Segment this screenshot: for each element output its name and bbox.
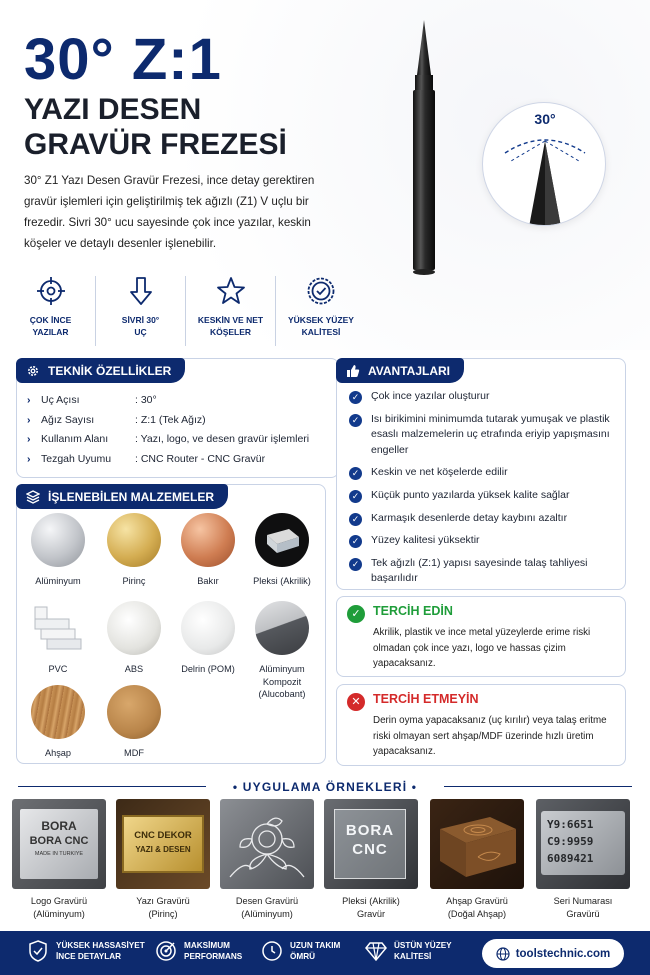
avoid-title: TERCİH ETMEYİN — [373, 692, 479, 706]
shield-check-icon — [26, 939, 50, 963]
floral-pattern-icon — [220, 799, 314, 889]
list-item: ✓ Keskin ve net köşelerde edilir — [349, 465, 621, 481]
example-image: BORA CNC — [324, 799, 418, 889]
page-subtitle — [24, 92, 354, 162]
avoid-text: Derin oyma yapacaksanız (uç kırılır) veya talaş eritme riski olmayan sert ahşap/MDF üzerinde hızlı üretim yapacaksanız. — [373, 715, 607, 757]
example-image: BORA BORA CNC MADE IN TURKIYE — [12, 799, 106, 889]
feature-sharp-corners — [186, 276, 276, 346]
feature-label: YÜKSEK YÜZEY KALİTESİ — [288, 315, 354, 337]
spec-list — [27, 391, 309, 469]
badge-check-icon — [306, 276, 336, 306]
material-swatch — [31, 685, 85, 739]
feature-label: SİVRİ 30° UÇ — [121, 315, 160, 337]
feature-strip — [6, 276, 366, 346]
subtitle-line-2: GRAVÜR FREZESİ — [24, 128, 287, 161]
prefer-panel — [336, 596, 626, 677]
material-delrin: Delrin (POM) — [171, 601, 245, 676]
list-item: ✓ Karmaşık desenlerde detay kaybını azaltır — [349, 511, 621, 527]
acrylic-block-icon — [255, 513, 309, 567]
examples-header — [0, 777, 650, 797]
feature-label: KESKİN VE NET KÖŞELER — [197, 315, 264, 337]
wooden-box-icon — [430, 799, 524, 889]
technical-specs-panel — [16, 358, 339, 478]
panel-header — [16, 484, 228, 509]
materials-panel — [16, 484, 326, 764]
spec-row: › Tezgah Uyumu : CNC Router - CNC Gravür — [27, 452, 266, 465]
feature-surface-quality — [276, 276, 366, 346]
arrow-down-icon — [126, 276, 156, 306]
material-aluminium: Alüminyum — [21, 513, 95, 588]
examples-title: • UYGULAMA ÖRNEKLERİ • — [232, 780, 418, 794]
example-pattern-engraving — [220, 799, 314, 921]
layers-icon — [26, 490, 40, 504]
footer-item: UZUN TAKIM ÖMRÜ — [260, 939, 340, 963]
panel-title: İŞLENEBİLEN MALZEMELER — [48, 489, 215, 504]
example-caption: Pleksi (Akrilik) Gravür — [342, 896, 400, 919]
material-copper: Bakır — [171, 513, 245, 588]
footer-item: YÜKSEK HASSASİYET İNCE DETAYLAR — [26, 939, 145, 963]
prefer-title: TERCİH EDİN — [373, 604, 453, 618]
material-swatch — [31, 513, 85, 567]
feature-label: ÇOK İNCE YAZILAR — [29, 315, 72, 337]
material-swatch — [255, 513, 309, 567]
hero-section — [0, 0, 650, 350]
subtitle-line-1: YAZI DESEN — [24, 93, 202, 126]
gear-icon — [26, 364, 40, 378]
example-caption: Logo Gravürü (Alüminyum) — [30, 896, 88, 919]
list-item: ✓ Yüzey kalitesi yüksektir — [349, 533, 621, 549]
target-icon — [154, 939, 178, 963]
example-wood-engraving — [430, 799, 524, 921]
pvc-profile-icon — [31, 601, 85, 655]
panel-title: TEKNİK ÖZELLİKLER — [48, 363, 172, 378]
spec-row: › Kullanım Alanı : Yazı, logo, ve desen gravür işlemleri — [27, 433, 310, 446]
list-item: ✓ Isı birikimini minimumda tutarak yumuşak ve plastik esaslı malzemelerin uç etrafında eriyip yapışmasını engeller — [349, 412, 621, 459]
material-swatch — [107, 601, 161, 655]
footer-item: ÜSTÜN YÜZEY KALİTESİ — [364, 939, 452, 963]
check-icon: ✓ — [349, 467, 362, 480]
feature-sharp-tip — [96, 276, 186, 346]
material-alucobond: Alüminyum Kompozit (Alucobant) — [245, 601, 319, 701]
check-icon: ✓ — [349, 391, 362, 404]
material-swatch — [107, 685, 161, 739]
example-image — [430, 799, 524, 889]
advantages-list — [349, 389, 621, 594]
material-brass: Pirinç — [97, 513, 171, 588]
material-swatch — [31, 601, 85, 655]
clock-icon — [260, 939, 284, 963]
material-swatch — [181, 513, 235, 567]
example-text-engraving — [116, 799, 210, 921]
panel-header — [336, 358, 464, 383]
globe-icon — [496, 947, 510, 961]
example-logo-engraving — [12, 799, 106, 921]
website-label[interactable]: toolstechnic.com — [515, 947, 611, 960]
list-item: ✓ Çok ince yazılar oluşturur — [349, 389, 621, 405]
example-serial-engraving — [536, 799, 630, 921]
spec-row: › Ağız Sayısı : Z:1 (Tek Ağız) — [27, 413, 206, 426]
angle-label: 30° — [534, 111, 556, 127]
feature-fine-text — [6, 276, 96, 346]
footer-bar — [0, 931, 650, 975]
panel-title: AVANTAJLARI — [368, 363, 450, 378]
engraving-bit-image — [406, 20, 442, 280]
material-swatch — [181, 601, 235, 655]
list-item: ✓ Tek ağızlı (Z:1) yapısı sayesinde talaş tahliyesi başarılıdır — [349, 556, 621, 587]
material-swatch — [107, 513, 161, 567]
angle-detail-circle — [482, 102, 606, 226]
list-item: ✓ Küçük punto yazılarda yüksek kalite sağlar — [349, 488, 621, 504]
panel-header — [16, 358, 185, 383]
check-circle-icon: ✓ — [347, 605, 365, 623]
material-wood: Ahşap — [21, 685, 95, 760]
example-image — [220, 799, 314, 889]
diamond-icon — [364, 939, 388, 963]
spec-row: › Uç Açısı : 30° — [27, 394, 157, 406]
avoid-panel — [336, 684, 626, 766]
example-caption: Desen Gravürü (Alüminyum) — [235, 896, 299, 919]
prefer-text: Akrilik, plastik ve ince metal yüzeylerde erime riski olmadan çok ince yazı, logo ve hassas çizim yapacaksanız. — [373, 627, 591, 669]
material-swatch — [255, 601, 309, 655]
example-caption: Seri Numarası Gravürü — [553, 896, 613, 919]
material-pvc: PVC — [21, 601, 95, 676]
example-image: Y9:6651 C9:9959 6089421 — [536, 799, 630, 889]
close-circle-icon: ✕ — [347, 693, 365, 711]
website-link[interactable] — [482, 939, 624, 968]
check-icon: ✓ — [349, 558, 362, 571]
footer-item: MAKSİMUM PERFORMANS — [154, 939, 242, 963]
thumbs-up-icon — [346, 364, 360, 378]
example-image: CNC DEKOR YAZI & DESEN — [116, 799, 210, 889]
advantages-panel — [336, 358, 626, 590]
example-acrylic-engraving — [324, 799, 418, 921]
intro-text: 30° Z1 Yazı Desen Gravür Frezesi, ince detay gerektiren gravür işlemleri için geliştirilmiş tek ağızlı (Z1) V uçlu bir frezedir. Sivri 30° ucu sayesinde çok ince yazılar, keskin köşeler ve detaylı desenler işlenebilir. — [24, 174, 315, 250]
material-acrylic: Pleksi (Akrilik) — [245, 513, 319, 588]
check-icon: ✓ — [349, 490, 362, 503]
star-icon — [216, 276, 246, 306]
example-caption: Yazı Gravürü (Pirinç) — [136, 896, 190, 919]
material-mdf: MDF — [97, 685, 171, 760]
material-abs: ABS — [97, 601, 171, 676]
page-title: 30° Z:1 — [24, 27, 222, 92]
check-icon: ✓ — [349, 414, 362, 427]
check-icon: ✓ — [349, 535, 362, 548]
example-caption: Ahşap Gravürü (Doğal Ahşap) — [446, 896, 508, 919]
angle-diagram-icon — [483, 103, 606, 226]
check-icon: ✓ — [349, 513, 362, 526]
crosshair-icon — [36, 276, 66, 306]
